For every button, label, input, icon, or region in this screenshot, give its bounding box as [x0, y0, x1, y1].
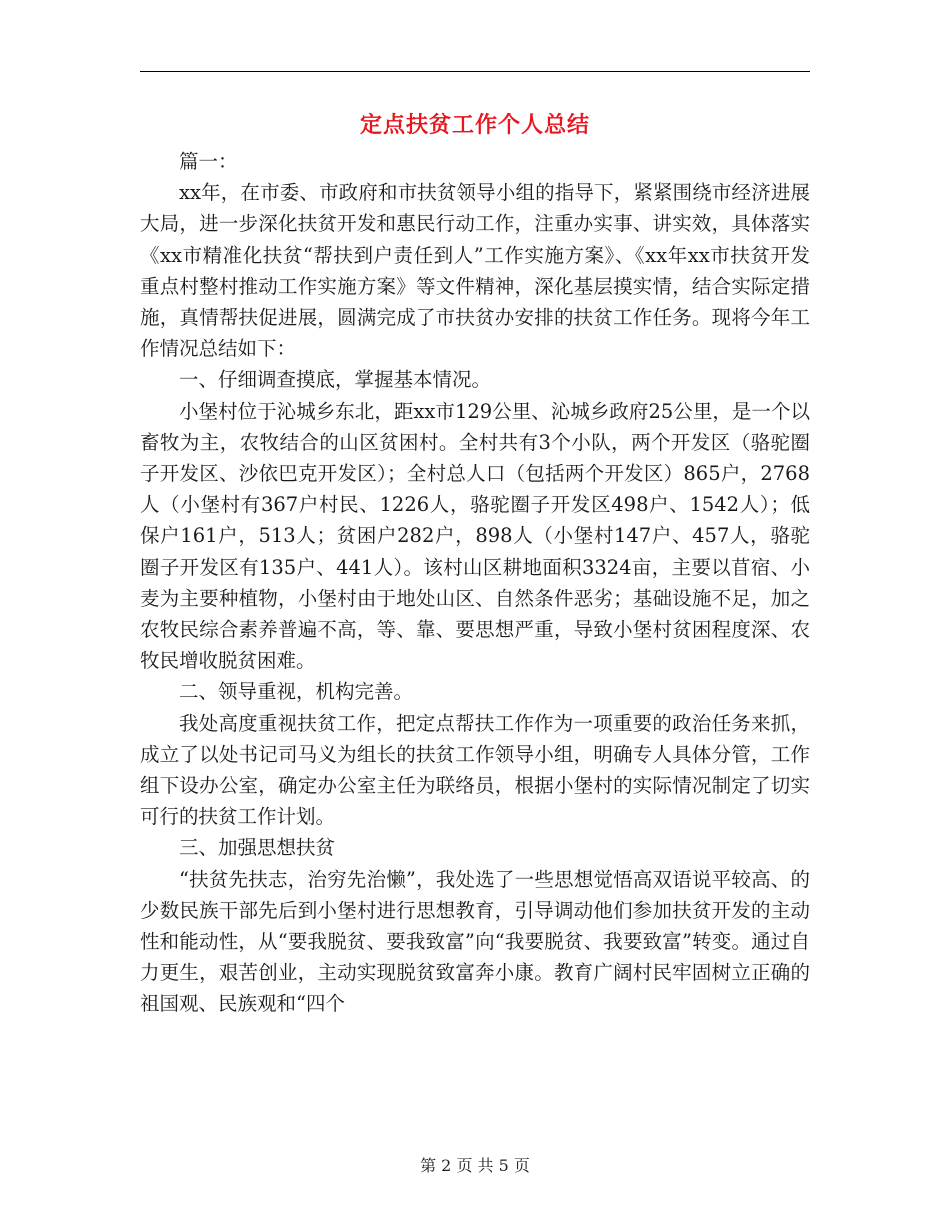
section-heading-2: 二、领导重视，机构完善。: [179, 680, 414, 704]
document-title: 定点扶贫工作个人总结: [359, 113, 590, 138]
document-body: [140, 146, 810, 1020]
paragraph-heading-part-one: 篇一：: [179, 150, 238, 173]
paragraph-village-overview: 小堡村位于沁城乡东北，距xx市129公里、沁城乡政府25公里，是一个以畜牧为主，农牧结合的山区贫困村。全村共有3个小队，两个开发区（骆驼圈子开发区、沙依巴克开发区）；全村总人口（包括两个开发区）865户，2768人（小堡村有367户村民、1226人，骆驼圈子开发区498户、1542人）；低保户161户，513人；贫困户282户，898人（小堡村147户、457人，骆驼圈子开发区有135户、441人）。该村山区耕地面积3324亩，主要以苜宿、小麦为主要种植物，小堡村由于地处山区、自然条件恶劣；基础设施不足，加之农牧民综合素养普遍不高，等、靠、要思想严重，导致小堡村贫困程度深、农牧民增收脱贫困难。: [140, 399, 810, 673]
section-heading-1: 一、仔细调查摸底，掌握基本情况。: [179, 368, 492, 392]
paragraph-ideological-support: “扶贫先扶志，治穷先治懒”，我处选了一些思想觉悟高双语说平较高、的少数民族干部先后到小堡村进行思想教育，引导调动他们参加扶贫开发的主动性和能动性，从“要我脱贫、要我致富”向“我要脱贫、我要致富”转变。通过自力更生，艰苦创业，主动实现脱贫致富奔小康。教育广阔村民牢固树立正确的祖国观、民族观和“四个: [140, 867, 810, 1016]
section-heading-3: 三、加强思想扶贫: [179, 836, 336, 860]
paragraph-intro: xx年，在市委、市政府和市扶贫领导小组的指导下，紧紧围绕市经济进展大局，进一步深化扶贫开发和惠民行动工作，注重办实事、讲实效，具体落实《xx市精准化扶贫“帮扶到户责任到人”工作实施方案》、《xx年xx市扶贫开发重点村整村推动工作实施方案》等文件精神，深化基层摸实情，结合实际定措施，真情帮扶促进展，圆满完成了市扶贫办安排的扶贫工作任务。现将今年工作情况总结如下：: [140, 181, 810, 361]
page-footer: 第 2 页 共 5 页: [420, 1156, 530, 1175]
header-rule: [140, 71, 810, 72]
paragraph-leadership: 我处高度重视扶贫工作，把定点帮扶工作作为一项重要的政治任务来抓，成立了以处书记司马义为组长的扶贫工作领导小组，明确专人具体分管，工作组下设办公室，确定办公室主任为联络员，根据小堡村的实际情况制定了切实可行的扶贫工作计划。: [140, 711, 810, 829]
